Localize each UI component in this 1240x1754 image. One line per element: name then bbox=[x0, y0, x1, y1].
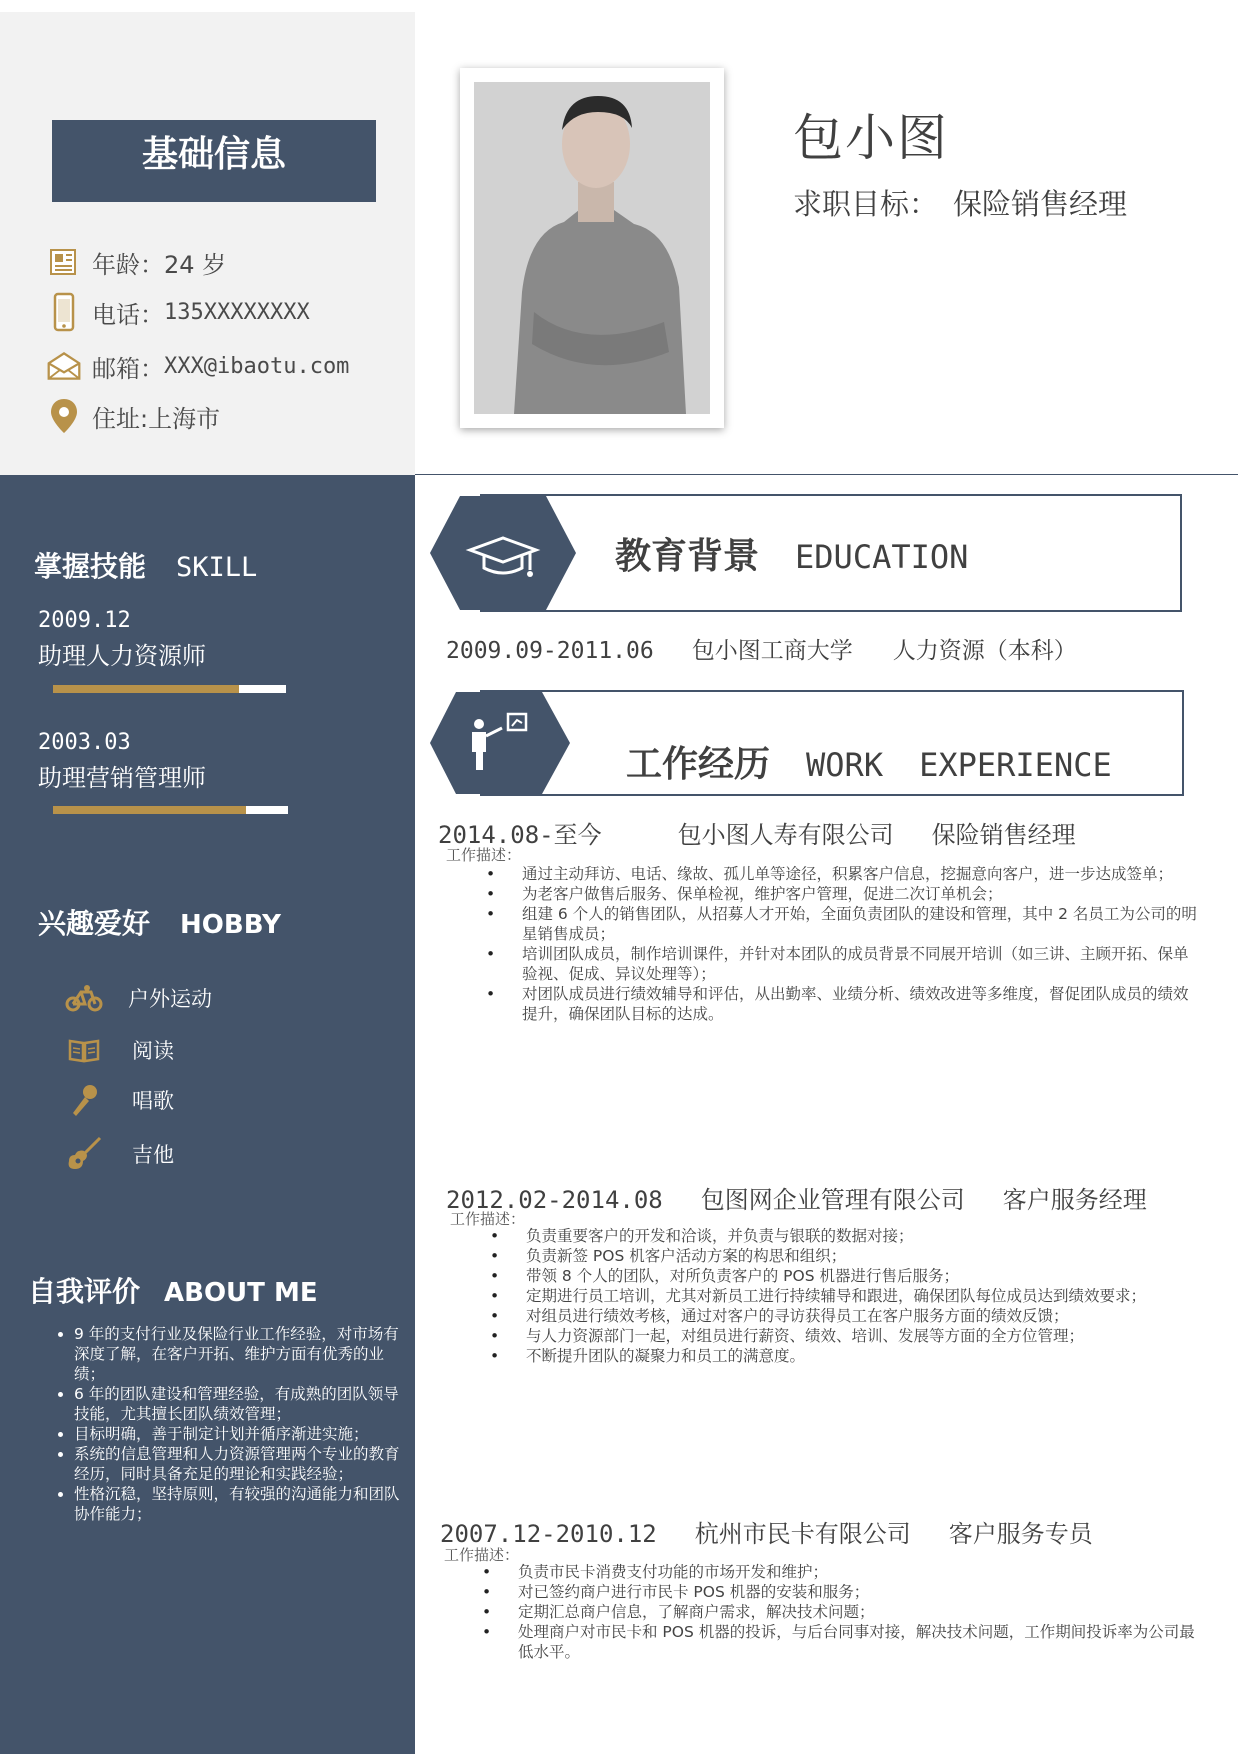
education-school: 包小图工商大学 bbox=[691, 638, 853, 664]
address-row bbox=[46, 396, 220, 436]
location-pin-icon bbox=[46, 398, 82, 434]
skill-date: 2009.12 bbox=[38, 608, 131, 633]
work-title: 工作经历 bbox=[626, 744, 771, 785]
newspaper-icon bbox=[46, 244, 82, 280]
hobby-label: 吉他 bbox=[132, 1143, 174, 1167]
skills-heading bbox=[34, 545, 257, 585]
basic-info-title: 基础信息 bbox=[141, 134, 286, 175]
job-title-row bbox=[440, 1514, 1093, 1549]
envelope-icon bbox=[46, 348, 82, 384]
hobby-item bbox=[64, 1032, 174, 1068]
skill-level-track bbox=[239, 685, 286, 693]
microphone-icon bbox=[64, 1082, 104, 1118]
job-period: 2007.12-2010.12 bbox=[440, 1520, 657, 1548]
skills-title-en: SKILL bbox=[176, 552, 258, 583]
job-desc-item: • 带领 8 个人的团队，对所负责客户的 POS 机器进行售后服务； bbox=[526, 1266, 1206, 1286]
address-text: 住址:上海市 bbox=[92, 404, 221, 433]
job-desc-label: 工作描述： bbox=[450, 1210, 526, 1228]
hobby-label: 阅读 bbox=[132, 1039, 174, 1063]
job-desc-item: • 处理商户对市民卡和 POS 机器的投诉，与后台同事对接，解决技术问题，工作期间投诉率为公司最低水平。 bbox=[518, 1622, 1198, 1662]
about-title: 自我评价 bbox=[28, 1275, 141, 1308]
education-entry bbox=[446, 632, 1077, 665]
about-item: • 目标明确，善于制定计划并循序渐进实施； bbox=[74, 1424, 410, 1444]
job-title-row bbox=[438, 815, 1076, 850]
job-desc-item: • 对已签约商户进行市民卡 POS 机器的安装和服务； bbox=[518, 1582, 1198, 1602]
hobby-title-en: HOBBY bbox=[180, 910, 281, 940]
about-item: • 9 年的支付行业及保险行业工作经验，对市场有深度了解，在客户开拓、维护方面有优秀的业绩； bbox=[74, 1324, 410, 1384]
skill-level-bar bbox=[53, 806, 288, 814]
job-desc-item: • 通过主动拜访、电话、缘故、孤儿单等途径，积累客户信息，挖掘意向客户，进一步达成签单； bbox=[522, 864, 1202, 884]
hobby-item bbox=[64, 1082, 174, 1118]
work-title-en-2: EXPERIENCE bbox=[919, 746, 1112, 784]
job-desc-item: • 定期汇总商户信息，了解商户需求，解决技术问题； bbox=[518, 1602, 1198, 1622]
profile-photo bbox=[474, 82, 710, 414]
job-desc-item: • 不断提升团队的凝聚力和员工的满意度。 bbox=[526, 1346, 1206, 1366]
hobby-label: 户外运动 bbox=[128, 987, 212, 1011]
skill-name: 助理营销管理师 bbox=[38, 764, 206, 792]
hobby-item bbox=[64, 980, 212, 1016]
hobby-title: 兴趣爱好 bbox=[38, 907, 151, 940]
guitar-icon bbox=[64, 1136, 104, 1172]
job-desc-item: • 定期进行员工培训，尤其对新员工进行持续辅导和跟进，确保团队每位成员达到绩效要求； bbox=[526, 1286, 1206, 1306]
skill-date: 2003.03 bbox=[38, 730, 131, 755]
skill-level-bar bbox=[53, 685, 286, 693]
job-desc-item: • 培训团队成员，制作培训课件，并针对本团队的成员背景不同展开培训（如三讲、主顾开拓、保单验视、促成、异议处理等）； bbox=[522, 944, 1202, 984]
job-desc-item: • 对团队成员进行绩效辅导和评估，从出勤率、业绩分析、绩效改进等多维度，督促团队成员的绩效提升，确保团队目标的达成。 bbox=[522, 984, 1202, 1024]
job-desc-list bbox=[518, 1562, 1198, 1662]
job-desc-list bbox=[522, 864, 1202, 1024]
job-desc-list bbox=[526, 1226, 1206, 1366]
job-desc-item: • 为老客户做售后服务、保单检视，维护客户管理，促进二次订单机会； bbox=[522, 884, 1202, 904]
education-title-en: EDUCATION bbox=[795, 538, 969, 576]
job-goal-value: 保险销售经理 bbox=[953, 187, 1128, 221]
job-period: 2012.02-2014.08 bbox=[446, 1186, 663, 1214]
job-desc-item: • 与人力资源部门一起，对组员进行薪资、绩效、培训、发展等方面的全方位管理； bbox=[526, 1326, 1206, 1346]
job-desc-item: • 负责新签 POS 机客户活动方案的构思和组织； bbox=[526, 1246, 1206, 1266]
skill-level-fill bbox=[53, 685, 239, 693]
hobby-heading bbox=[38, 902, 281, 942]
job-company: 包小图人寿有限公司 bbox=[677, 821, 894, 849]
about-item: • 性格沉稳，坚持原则，有较强的沟通能力和团队协作能力； bbox=[74, 1484, 410, 1524]
job-desc-item: • 组建 6 个人的销售团队，从招募人才开始，全面负责团队的建设和管理，其中 2 名员工为公司的明星销售成员； bbox=[522, 904, 1202, 944]
job-position: 客户服务经理 bbox=[1002, 1186, 1147, 1214]
phone-icon bbox=[46, 294, 82, 330]
age-row bbox=[46, 242, 226, 282]
about-item: • 系统的信息管理和人力资源管理两个专业的教育经历，同时具备充足的理论和实践经验； bbox=[74, 1444, 410, 1484]
work-title-row bbox=[626, 736, 1112, 787]
divider-line bbox=[415, 474, 1238, 475]
job-position: 保险销售经理 bbox=[931, 821, 1076, 849]
education-period: 2009.09-2011.06 bbox=[446, 638, 654, 664]
age-text: 年龄：24 岁 bbox=[92, 250, 227, 279]
email-label: 邮箱： bbox=[92, 354, 164, 383]
education-major: 人力资源（本科） bbox=[892, 638, 1077, 664]
education-title-row bbox=[615, 528, 968, 579]
phone-label: 电话： bbox=[92, 300, 164, 329]
about-title-en: ABOUT ME bbox=[164, 1278, 318, 1308]
job-company: 包图网企业管理有限公司 bbox=[700, 1186, 965, 1214]
work-title-en-1: WORK bbox=[806, 746, 884, 784]
job-position: 客户服务专员 bbox=[948, 1520, 1093, 1548]
about-heading bbox=[28, 1270, 318, 1310]
about-list bbox=[36, 1324, 410, 1524]
skill-level-track bbox=[246, 806, 288, 814]
bike-icon bbox=[64, 980, 104, 1016]
book-icon bbox=[64, 1032, 104, 1068]
skill-level-fill bbox=[53, 806, 246, 814]
job-title-row bbox=[446, 1180, 1147, 1215]
job-desc-item: • 负责重要客户的开发和洽谈，并负责与银联的数据对接； bbox=[526, 1226, 1206, 1246]
hobby-label: 唱歌 bbox=[132, 1089, 174, 1113]
education-title: 教育背景 bbox=[615, 536, 760, 577]
hobby-item bbox=[64, 1136, 174, 1172]
job-desc-item: • 负责市民卡消费支付功能的市场开发和维护； bbox=[518, 1562, 1198, 1582]
job-desc-item: • 对组员进行绩效考核，通过对客户的寻访获得员工在客户服务方面的绩效反馈； bbox=[526, 1306, 1206, 1326]
email-row bbox=[46, 346, 349, 386]
job-goal-label: 求职目标： bbox=[793, 187, 939, 221]
skill-name: 助理人力资源师 bbox=[38, 642, 206, 670]
email-value: XXX@ibaotu.com bbox=[164, 353, 350, 379]
candidate-name: 包小图 bbox=[793, 109, 949, 167]
job-period: 2014.08-至今 bbox=[438, 821, 602, 849]
job-desc-label: 工作描述： bbox=[444, 1546, 520, 1564]
job-company: 杭州市民卡有限公司 bbox=[694, 1520, 911, 1548]
work-hexagon bbox=[428, 690, 572, 800]
phone-value: 135XXXXXXXX bbox=[164, 299, 310, 325]
skills-title: 掌握技能 bbox=[34, 550, 147, 583]
phone-row bbox=[46, 292, 310, 332]
education-hexagon bbox=[430, 494, 576, 616]
job-desc-label: 工作描述： bbox=[446, 846, 522, 864]
about-item: • 6 年的团队建设和管理经验，有成熟的团队领导技能，尤其擅长团队绩效管理； bbox=[74, 1384, 410, 1424]
